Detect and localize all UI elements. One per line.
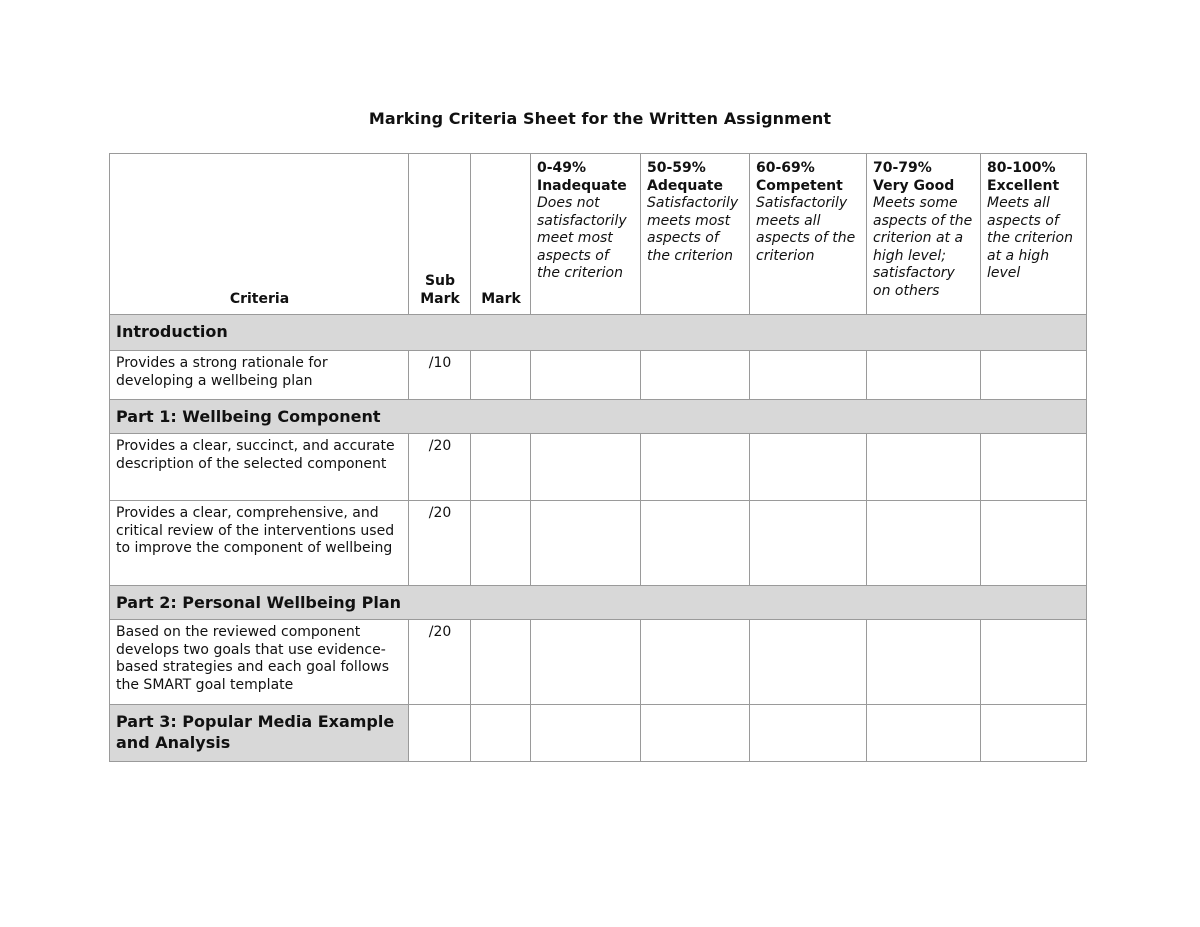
criterion-cell: Provides a strong rationale for developing a wellbeing plan [110, 351, 409, 400]
band-cell[interactable] [867, 705, 981, 762]
band-cell[interactable] [641, 351, 750, 400]
band-description: Does not satisfactorily meet most aspects of the criterion [537, 195, 627, 281]
table-row [110, 501, 1087, 586]
section-row-part-3 [110, 705, 1087, 762]
band-range: 80-100% [987, 160, 1056, 176]
page-title: Marking Criteria Sheet for the Written Assignment [368, 109, 832, 128]
band-cell[interactable] [981, 434, 1087, 501]
sub-mark-cell: /20 [409, 434, 471, 501]
band-cell[interactable] [641, 620, 750, 705]
band-cell[interactable] [981, 705, 1087, 762]
mark-cell[interactable] [471, 620, 531, 705]
section-title: Part 3: Popular Media Example and Analysis [110, 705, 409, 762]
band-header-excellent [981, 154, 1087, 315]
criterion-cell: Provides a clear, succinct, and accurate description of the selected component [110, 434, 409, 501]
sub-mark-cell: /10 [409, 351, 471, 400]
band-cell[interactable] [531, 620, 641, 705]
band-cell[interactable] [641, 434, 750, 501]
section-row-part-2 [110, 586, 1087, 620]
band-range: 70-79% [873, 160, 932, 176]
mark-cell[interactable] [471, 351, 531, 400]
band-cell[interactable] [867, 501, 981, 586]
band-cell[interactable] [750, 705, 867, 762]
band-name: Competent [756, 177, 843, 194]
band-range: 0-49% [537, 160, 587, 176]
band-cell[interactable] [750, 501, 867, 586]
band-description: Satisfactorily meets most aspects of the criterion [647, 195, 739, 264]
sub-mark-header [409, 154, 471, 315]
table-row [110, 351, 1087, 400]
mark-header: Mark [471, 154, 531, 315]
band-cell[interactable] [750, 434, 867, 501]
band-header-inadequate [531, 154, 641, 315]
sub-mark-cell: /20 [409, 620, 471, 705]
band-cell[interactable] [981, 501, 1087, 586]
header-row [110, 154, 1087, 315]
band-name: Very Good [873, 177, 955, 194]
section-title: Introduction [110, 315, 1087, 351]
band-header-competent [750, 154, 867, 315]
mark-cell[interactable] [471, 501, 531, 586]
band-cell[interactable] [531, 501, 641, 586]
band-cell[interactable] [641, 705, 750, 762]
band-cell[interactable] [750, 620, 867, 705]
mark-cell[interactable] [471, 434, 531, 501]
criterion-cell: Based on the reviewed component develops two goals that use evidence-based strategies and each goal follows the SMART goal template [110, 620, 409, 705]
band-cell[interactable] [531, 351, 641, 400]
sub-mark-header-label: Sub Mark [420, 273, 460, 307]
band-cell[interactable] [750, 351, 867, 400]
section-row-part-1 [110, 400, 1087, 434]
section-title: Part 2: Personal Wellbeing Plan [110, 586, 1087, 620]
band-name: Adequate [647, 177, 723, 194]
band-cell[interactable] [531, 434, 641, 501]
band-cell[interactable] [867, 351, 981, 400]
section-row-introduction [110, 315, 1087, 351]
criterion-cell: Provides a clear, comprehensive, and critical review of the interventions used to improve the component of wellbeing [110, 501, 409, 586]
marking-criteria-table [109, 153, 1087, 762]
band-cell[interactable] [867, 620, 981, 705]
band-cell[interactable] [531, 705, 641, 762]
band-cell[interactable] [867, 434, 981, 501]
band-cell[interactable] [981, 620, 1087, 705]
criteria-header: Criteria [110, 154, 409, 315]
band-description: Meets all aspects of the criterion at a high level [987, 195, 1073, 281]
sub-mark-cell [409, 705, 471, 762]
table-row [110, 620, 1087, 705]
band-cell[interactable] [981, 351, 1087, 400]
table-row [110, 434, 1087, 501]
band-range: 50-59% [647, 160, 706, 176]
band-header-very-good [867, 154, 981, 315]
sub-mark-cell: /20 [409, 501, 471, 586]
band-cell[interactable] [641, 501, 750, 586]
mark-cell[interactable] [471, 705, 531, 762]
band-header-adequate [641, 154, 750, 315]
band-description: Meets some aspects of the criterion at a high level; satisfactory on others [873, 195, 973, 299]
band-name: Inadequate [537, 177, 627, 194]
section-title: Part 1: Wellbeing Component [110, 400, 1087, 434]
band-name: Excellent [987, 177, 1060, 194]
band-description: Satisfactorily meets all aspects of the criterion [756, 195, 856, 264]
band-range: 60-69% [756, 160, 815, 176]
